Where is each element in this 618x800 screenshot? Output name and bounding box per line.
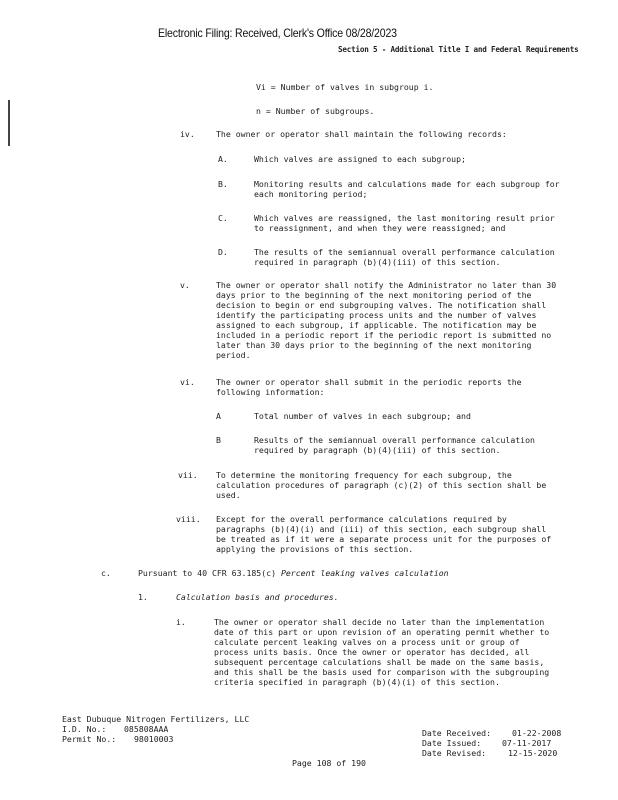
- item-vii-number: vii.: [178, 470, 198, 480]
- item-vi-line: following information:: [216, 387, 325, 397]
- item-viii-line: Except for the overall performance calculations required by: [216, 514, 507, 524]
- item-vi-b-line: required by paragraph (b)(4)(iii) of this section.: [254, 445, 501, 455]
- item-iv-a-line: Which valves are assigned to each subgroup;: [254, 154, 466, 164]
- item-c1-i-line: subsequent percentage calculations shall be made on the same basis,: [214, 657, 545, 667]
- section-c1-heading: Calculation basis and procedures.: [176, 592, 339, 602]
- section-c-title: Percent leaking valves calculation: [280, 568, 449, 578]
- footer-permit-value: 98010003: [134, 734, 174, 744]
- item-v-line: included in a periodic report if the periodic report is submitted no: [216, 330, 552, 340]
- item-c1-i-line: process units basis. Once the owner or operator has decided, all: [214, 647, 530, 657]
- item-viii-line: applying the provisions of this section.: [216, 544, 414, 554]
- filing-stamp: Electronic Filing: Received, Clerk's Office 08/28/2023: [158, 26, 397, 40]
- item-vii-line: used.: [216, 490, 241, 500]
- item-v-line: The owner or operator shall notify the Administrator no later than 30: [216, 280, 557, 290]
- footer-revised-value: 12-15-2020: [508, 748, 558, 758]
- item-vi-a-line: Total number of valves in each subgroup; and: [254, 411, 471, 421]
- footer-received-value: 01-22-2008: [512, 728, 562, 738]
- item-viii-line: be treated as if it were a separate process unit for the purposes of: [216, 534, 552, 544]
- item-iv-b-label: B.: [218, 179, 228, 189]
- footer-received-label: Date Received:: [422, 728, 492, 738]
- item-vii-line: calculation procedures of paragraph (c)(2) of this section shall be: [216, 480, 547, 490]
- item-iv-d-label: D.: [218, 247, 228, 257]
- item-c1-i-line: and this shall be the basis used for comparison with the subgrouping: [214, 667, 550, 677]
- item-v-line: days prior to the beginning of the next monitoring period of the: [216, 290, 532, 300]
- footer-id-value: 085808AAA: [124, 724, 169, 734]
- section-c1-label: 1.: [138, 592, 148, 602]
- item-vi-b-label: B: [216, 435, 221, 445]
- item-vii-line: To determine the monitoring frequency for each subgroup, the: [216, 470, 512, 480]
- item-iv-d-line: required in paragraph (b)(4)(iii) of this section.: [254, 257, 501, 267]
- item-iv-c-label: C.: [218, 213, 228, 223]
- item-v-number: v.: [180, 280, 190, 290]
- page-number: Page 108 of 190: [292, 758, 366, 768]
- var-vi: Vi = Number of valves in subgroup i.: [256, 82, 434, 92]
- item-iv-text: The owner or operator shall maintain the following records:: [216, 129, 507, 139]
- scan-margin-mark: [8, 100, 10, 146]
- item-v-line: later than 30 days prior to the beginning of the next monitoring: [216, 340, 532, 350]
- item-vi-line: The owner or operator shall submit in the periodic reports the: [216, 377, 522, 387]
- footer-revised-label: Date Revised:: [422, 748, 487, 758]
- footer-id-label: I.D. No.:: [62, 724, 107, 734]
- footer-permit-label: Permit No.:: [62, 734, 117, 744]
- item-iv-c-line: to reassignment, and when they were reassigned; and: [254, 223, 506, 233]
- item-c1-i-line: The owner or operator shall decide no later than the implementation: [214, 617, 545, 627]
- footer-issued-value: 07-11-2017: [502, 738, 552, 748]
- item-iv-b-line: Monitoring results and calculations made for each subgroup for: [254, 179, 560, 189]
- var-n: n = Number of subgroups.: [256, 106, 375, 116]
- section-c-heading: [138, 568, 449, 578]
- item-vi-number: vi.: [180, 377, 195, 387]
- item-c1-i-number: i.: [176, 617, 186, 627]
- item-iv-c-line: Which valves are reassigned, the last monitoring result prior: [254, 213, 555, 223]
- item-v-line: period.: [216, 350, 251, 360]
- item-viii-number: viii.: [176, 514, 201, 524]
- item-c1-i-line: calculate percent leaking valves on a process unit or group of: [214, 637, 520, 647]
- item-v-line: decision to begin or end subgrouping valves. The notification shall: [216, 300, 547, 310]
- footer-issued-label: Date Issued:: [422, 738, 482, 748]
- section-c-citation: Pursuant to 40 CFR 63.185(c): [138, 568, 281, 578]
- item-viii-line: paragraphs (b)(4)(i) and (iii) of this section, each subgroup shall: [216, 524, 547, 534]
- item-vi-a-label: A: [216, 411, 221, 421]
- item-c1-i-line: criteria specified in paragraph (b)(4)(i) of this section.: [214, 677, 500, 687]
- item-v-line: assigned to each subgroup, if applicable. The notification may be: [216, 320, 537, 330]
- item-iv-a-label: A.: [218, 154, 228, 164]
- item-iv-d-line: The results of the semiannual overall performance calculation: [254, 247, 555, 257]
- footer-company: East Dubuque Nitrogen Fertilizers, LLC: [62, 714, 250, 724]
- section-header: Section 5 - Additional Title I and Federal Requirements: [338, 45, 579, 54]
- item-c1-i-line: date of this part or upon revision of an operating permit whether to: [214, 627, 550, 637]
- item-v-line: identify the participating process units and the number of valves: [216, 310, 537, 320]
- item-vi-b-line: Results of the semiannual overall performance calculation: [254, 435, 535, 445]
- section-c-label: c.: [101, 568, 111, 578]
- item-iv-b-line: each monitoring period;: [254, 189, 368, 199]
- item-iv-number: iv.: [180, 129, 195, 139]
